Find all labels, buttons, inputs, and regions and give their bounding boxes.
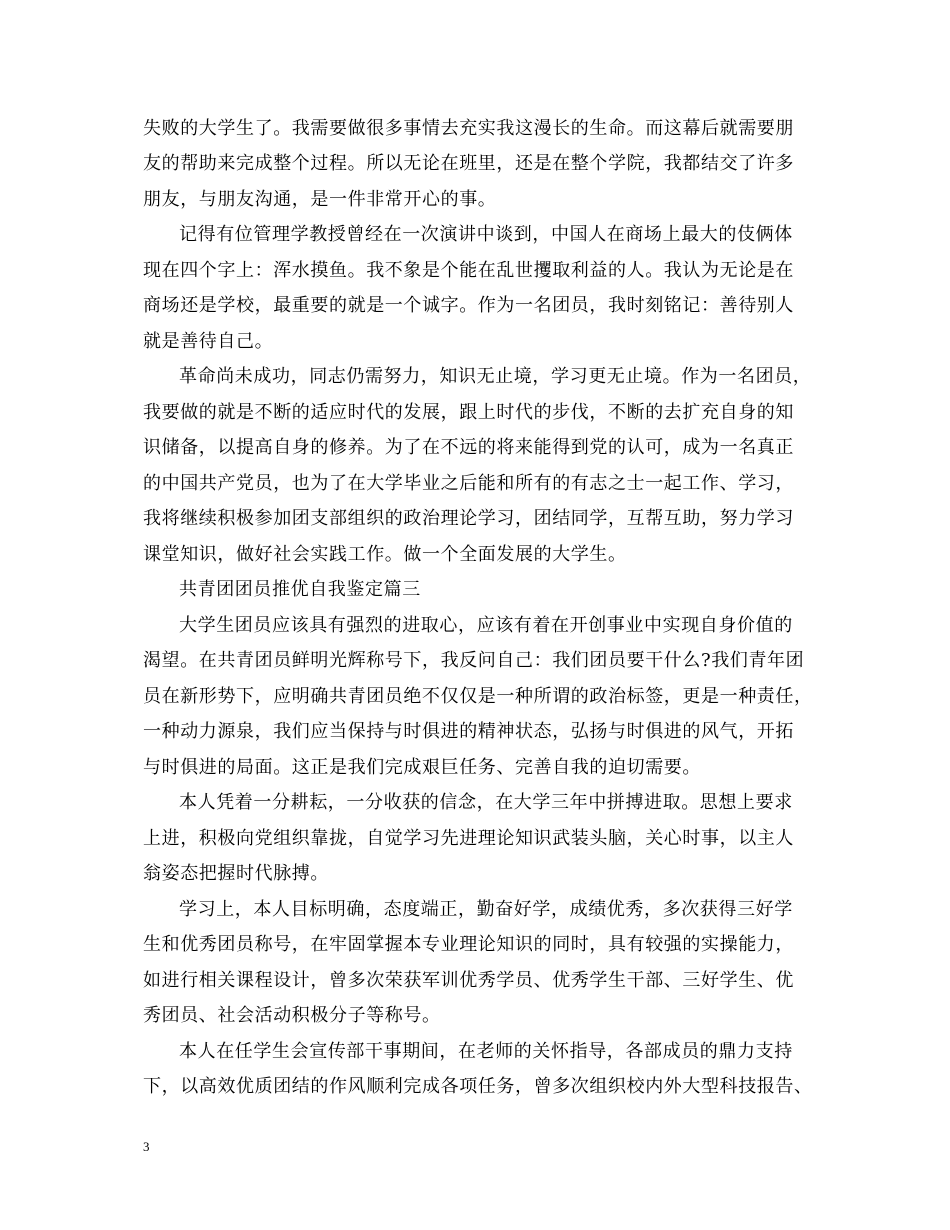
text-line: 革命尚未成功，同志仍需努力，知识无止境，学习更无止境。作为一名团员， [179,366,812,387]
page-number: 3 [143,1139,150,1154]
text-line: 本人在任学生会宣传部干事期间，在老师的关怀指导，各部成员的鼎力支持 [179,1041,793,1062]
text-line: 渴望。在共青团员鲜明光辉称号下，我反问自己：我们团员要干什么?我们青年团 [143,650,805,671]
text-line: 上进，积极向党组织靠拢，自觉学习先进理论知识武装头脑，关心时事，以主人 [143,828,794,849]
text-line: 下，以高效优质团结的作风顺利完成各项任务，曾多次组织校内外大型科技报告、 [143,1076,813,1097]
text-line: 商场还是学校，最重要的就是一个诚字。作为一名团员，我时刻铭记：善待别人 [143,295,794,316]
text-line: 大学生团员应该具有强烈的进取心，应该有着在开创事业中实现自身价值的 [179,615,793,636]
text-line: 识储备，以提高自身的修养。为了在不远的将来能得到党的认可，成为一名真正 [143,437,794,458]
text-line: 生和优秀团员称号，在牢固掌握本专业理论知识的同时，具有较强的实操能力， [143,934,794,955]
text-line: 与时俱进的局面。这正是我们完成艰巨任务、完善自我的迫切需要。 [143,757,701,778]
section-heading: 共青团团员推优自我鉴定篇三 [179,579,421,600]
text-line: 友的帮助来完成整个过程。所以无论在班里，还是在整个学院，我都结交了许多 [143,153,794,174]
text-line: 秀团员、社会活动积极分子等称号。 [143,1005,441,1026]
text-line: 学习上，本人目标明确，态度端正，勤奋好学，成绩优秀，多次获得三好学 [179,899,793,920]
text-line: 朋友，与朋友沟通，是一件非常开心的事。 [143,189,497,210]
text-line: 记得有位管理学教授曾经在一次演讲中谈到，中国人在商场上最大的伎俩体 [179,224,793,245]
text-line: 就是善待自己。 [143,331,274,352]
text-line: 员在新形势下，应明确共青团员绝不仅仅是一种所谓的政治标签，更是一种责任， [143,686,813,707]
text-line: 一种动力源泉，我们应当保持与时俱进的精神状态，弘扬与时俱进的风气，开拓 [143,721,794,742]
text-line: 失败的大学生了。我需要做很多事情去充实我这漫长的生命。而这幕后就需要朋 [143,118,794,139]
text-line: 课堂知识，做好社会实践工作。做一个全面发展的大学生。 [143,544,627,565]
text-line: 现在四个字上：浑水摸鱼。我不象是个能在乱世攫取利益的人。我认为无论是在 [143,260,794,281]
text-line: 的中国共产党员，也为了在大学毕业之后能和所有的有志之士一起工作、学习， [143,473,794,494]
text-line: 如进行相关课程设计，曾多次荣获军训优秀学员、优秀学生干部、三好学生、优 [143,970,794,991]
text-line: 翁姿态把握时代脉搏。 [143,863,329,884]
text-line: 我要做的就是不断的适应时代的发展，跟上时代的步伐，不断的去扩充自身的知 [143,402,794,423]
text-line: 我将继续积极参加团支部组织的政治理论学习，团结同学，互帮互助，努力学习 [143,508,794,529]
text-line: 本人凭着一分耕耘，一分收获的信念，在大学三年中拼搏进取。思想上要求 [179,792,793,813]
